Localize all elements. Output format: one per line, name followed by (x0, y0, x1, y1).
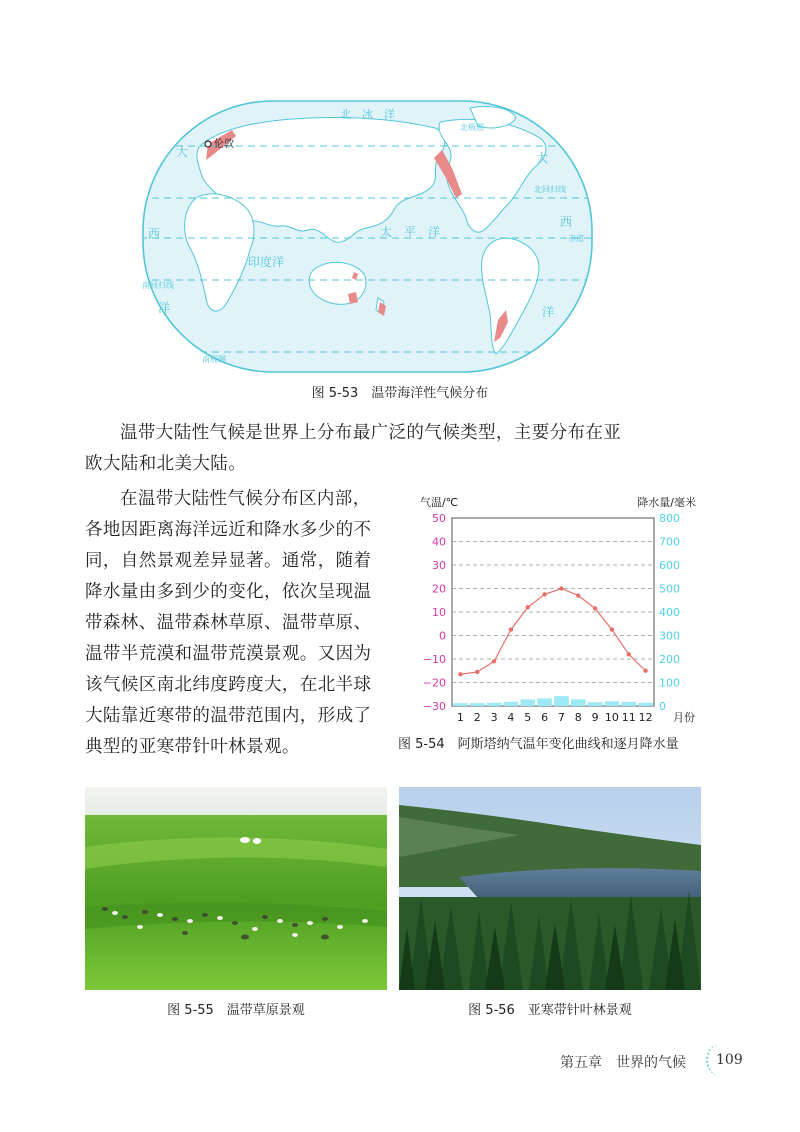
footer-chapter: 第五章 世界的气候 (560, 1055, 686, 1071)
chart-precip-bar (487, 703, 501, 706)
chart-precip-bar (571, 699, 585, 706)
label-atlantic-w1: 大 (176, 145, 189, 159)
para1-line2: 欧大陆和北美大陆。 (85, 454, 247, 474)
label-north-ice-ocean: 北 冰 洋 (340, 108, 395, 121)
chart-xtick: 4 (507, 711, 515, 724)
chart-xlabel: 月份 (673, 711, 695, 724)
para2-line: 各地因距离海洋远近和降水多少的不 (85, 520, 372, 540)
label-atlantic-e3: 洋 (542, 305, 555, 319)
chart-ytick-right: 100 (659, 676, 680, 690)
chart-xtick: 3 (490, 711, 498, 724)
chart-xtick: 7 (557, 711, 565, 724)
chart-temperature-point (576, 593, 580, 597)
chart-xtick: 2 (473, 711, 481, 724)
grassland-photo (85, 787, 387, 990)
chart-temperature-line (460, 589, 645, 675)
chart-ylabel-right: 降水量/毫米 (637, 496, 696, 509)
label-atlantic-w2: 西 (148, 227, 161, 241)
chart-ytick-right: 300 (659, 629, 680, 643)
para2-line: 大陆靠近寒带的温带范围内，形成了 (85, 706, 372, 726)
chart-temperature-point (492, 659, 496, 663)
paragraph-1 (85, 418, 725, 480)
para2-line: 降水量由多到少的变化，依次呈现温 (85, 582, 372, 602)
chart-ytick-left: 40 (432, 535, 446, 549)
label-london: 伦敦 (214, 139, 234, 150)
chart-ytick-right: 500 (659, 582, 680, 596)
label-tropic-capricorn: 南回归线 (142, 281, 174, 290)
label-atlantic-e2: 西 (560, 215, 573, 229)
chart-temperature-point (526, 605, 530, 609)
chart-temperature-point (593, 606, 597, 610)
chart-ytick-left: −10 (422, 653, 446, 666)
label-arctic-circle: 北极圈 (460, 123, 484, 132)
label-atlantic-w3: 洋 (158, 301, 171, 315)
page-number: 109 (716, 1052, 743, 1068)
label-equator: 赤道 (568, 234, 584, 243)
chart-temperature-point (542, 592, 546, 596)
paragraph-2 (85, 484, 400, 763)
chart-ytick-left: 0 (439, 629, 446, 643)
map-svg (140, 98, 595, 375)
chart-ytick-right: 800 (659, 512, 680, 525)
grassland-caption: 图 5-55 温带草原景观 (167, 1003, 305, 1018)
world-climate-map (140, 98, 595, 375)
chart-ytick-left: 50 (432, 512, 446, 525)
label-atlantic-e1: 大 (536, 151, 549, 165)
chart-xtick: 11 (621, 711, 636, 724)
chart-xtick: 8 (574, 711, 582, 724)
taiga-photo (399, 787, 701, 990)
chart-precip-bar (638, 703, 652, 706)
label-indian: 印度洋 (248, 255, 285, 269)
chart-xtick: 6 (541, 711, 549, 724)
london-marker (205, 141, 211, 147)
para2-line: 温带半荒漠和温带荒漠景观。又因为 (85, 644, 372, 664)
para2-line: 该气候区南北纬度跨度大，在北半球 (85, 675, 372, 695)
chart-ytick-right: 400 (659, 606, 680, 619)
para2-line: 在温带大陆性气候分布区内部， (120, 489, 371, 509)
label-pacific: 太 平 洋 (380, 225, 441, 239)
chart-xtick: 5 (524, 711, 532, 724)
chart-xtick: 1 (456, 711, 464, 724)
label-antarctic-circle: 南极圈 (202, 355, 226, 364)
chart-precip-bar (588, 702, 602, 706)
chart-xtick: 10 (604, 711, 619, 724)
taiga-caption: 图 5-56 亚寒带针叶林景观 (468, 1003, 632, 1018)
para2-line: 典型的亚寒带针叶林景观。 (85, 737, 300, 757)
chart-xtick: 12 (638, 711, 653, 724)
chart-ytick-left: −20 (422, 676, 446, 690)
chart-temperature-point (458, 672, 462, 676)
chart-precip-bar (605, 701, 619, 706)
chart-temperature-point (475, 670, 479, 674)
chart-temperature-point (610, 627, 614, 631)
chart-precip-bar (453, 703, 467, 706)
climate-chart (398, 494, 700, 730)
chart-precip-bar (521, 699, 535, 706)
chart-ylabel-left: 气温/℃ (420, 496, 459, 509)
chart-ytick-right: 200 (659, 653, 680, 666)
chart-caption: 图 5-54 阿斯塔纳气温年变化曲线和逐月降水量 (398, 737, 679, 752)
chart-precip-bar (537, 698, 551, 706)
chart-ytick-left: −30 (422, 700, 446, 713)
map-caption: 图 5-53 温带海洋性气候分布 (311, 386, 489, 401)
chart-ytick-right: 0 (659, 700, 666, 713)
chart-ytick-left: 30 (432, 559, 446, 572)
chart-svg (398, 494, 700, 730)
chart-temperature-point (509, 627, 513, 631)
chart-precip-bar (554, 696, 568, 706)
para2-line: 带森林、温带森林草原、温带草原、 (85, 613, 372, 633)
chart-xtick: 9 (591, 711, 599, 724)
chart-ytick-right: 700 (659, 535, 680, 549)
para2-line: 同，自然景观差异显著。通常，随着 (85, 551, 372, 571)
label-tropic-cancer: 北回归线 (534, 185, 566, 194)
chart-temperature-point (643, 669, 647, 673)
chart-precip-bar (622, 702, 636, 706)
chart-precip-bar (470, 703, 484, 706)
chart-temperature-point (559, 586, 563, 590)
chart-ytick-left: 10 (432, 606, 446, 619)
chart-temperature-point (627, 652, 631, 656)
chart-ytick-right: 600 (659, 559, 680, 572)
chart-precip-bar (504, 702, 518, 706)
para1-line1: 温带大陆性气候是世界上分布最广泛的气候类型，主要分布在亚 (120, 423, 622, 443)
chart-ytick-left: 20 (432, 582, 446, 596)
